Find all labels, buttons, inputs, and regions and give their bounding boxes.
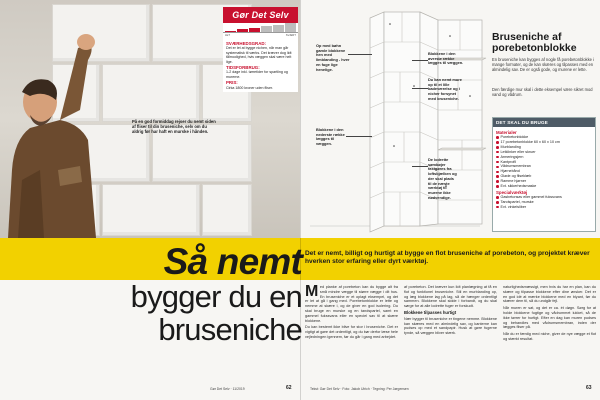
gor-det-selv-box <box>223 7 298 147</box>
rating-bar <box>261 26 272 32</box>
difficulty-rating <box>223 23 298 33</box>
right-page-title: Bruseniche af porebetonblokke <box>492 31 577 54</box>
dropcap: M <box>305 285 319 300</box>
callout-3: Blokkene i den øverste række lægges til væggen. <box>428 51 464 66</box>
page-gutter <box>300 0 301 400</box>
title-line-3: bruseniche <box>158 312 302 347</box>
col1b-text: Du kan bestemt ikke blive for stor i bruseniche. Det er vigtigt at gøre det ordentligt, og du bør derfor læse hele vejledningen igennem, før du går i gang med arbejdet. <box>305 325 398 339</box>
col1-text: ed planke af porebeton kan du bygge alt fra små mindre vægge til større vægge i dit hus. En bruseniche er et oplagt eksempel, og det er let at gå i gang med. Porebetonblokke er lette og nemme at skære i, og de giver en god isolering. Du skal bruge en murske og en tandspartel, samt en gammel fukssvans eller en speciel sav til at skære blokkene. <box>305 285 398 323</box>
footer-right: Tekst: Gør Det Selv · Foto: Jakob Ulrich · Tegning: Per Jørgensen <box>310 387 409 391</box>
body-column-1 <box>305 285 398 382</box>
material-item: Armeringsjern <box>496 155 592 160</box>
supply-box <box>492 117 596 232</box>
body-column-3 <box>503 285 596 382</box>
tool-item: Gasbetonsav eller gammel fukssvans <box>496 195 592 200</box>
material-item: Evt. sikkerhedsmaske <box>496 184 592 189</box>
col2b-text: Nær bygger til bruseniche er tingene nemme. Blokkene kan skæres med en almindelig sav, og kanterne kan pudses op med et sandpapir. Husk at gøre fugerne tynde, så væggen bliver stærk. <box>404 316 497 336</box>
materials-label: Materialer <box>496 130 517 135</box>
folio-right: 63 <box>586 385 592 391</box>
footer-left: Gør Det Selv · 11/2019 <box>210 387 245 391</box>
callout-line-3 <box>412 60 428 61</box>
callout-line-2 <box>346 136 372 137</box>
title-line-2: bygger du en <box>130 279 302 314</box>
col3b-text: Når muren er sat, og det er ca. ét døgn. Sørg for at holde blokkene fugtige og vådrummet lukket, så de ikke tørrer for hurtigt. Efter en dag kan muren pudses og behandles med vådrumsmembran, inden der lægges fliser på. <box>503 306 596 330</box>
body-column-2 <box>404 285 497 382</box>
material-item: Vådrumsmembran <box>496 164 592 169</box>
scale-left: LET <box>225 33 231 37</box>
rating-bar <box>225 31 236 33</box>
col3c-text: Når du er færdig med niche, giver de nye vægge et flot og stærkt resultat. <box>503 332 596 341</box>
callout-4: Du kan nemt mure op til et lille badeværelse og i nicher forsynet med bruseniche. <box>428 77 462 101</box>
gds-title: Gør Det Selv <box>223 7 298 23</box>
photo-caption: På en god formiddag rejser du nemt siden af fliser til din bruseniche, selv om du aldrig før har haft en murske i hånden. <box>132 119 216 135</box>
tool-item: Tandspartel, murske <box>496 200 592 205</box>
supply-title: DET SKAL DU BRUGE <box>493 118 595 127</box>
right-page-note: Den færdige mur skal i dette eksempel være sikret mod vand og vådrum. <box>492 87 593 97</box>
difficulty-label: SVÆRHEDSGRAD: <box>226 41 267 46</box>
supply-body <box>493 127 595 212</box>
tools-list <box>496 195 592 210</box>
material-item: 17 porebetonblokke 60 x 60 x 10 cm <box>496 140 592 145</box>
folio-left: 62 <box>286 385 292 391</box>
article-intro: Det er nemt, billigt og hurtigt at bygge en flot bruseniche af porebeton, og projektet kræver hverken stor erfaring eller dyrt værktøj. <box>305 250 590 266</box>
title-line-1: Så nemt <box>163 241 302 282</box>
price-text: Cirka 1800 kroner uden fliser. <box>226 85 273 90</box>
material-item: Kantprofil <box>496 160 592 165</box>
difficulty-text: Det er let at bygge nichen, når man går systematisk til værks. Det kræver dog lidt tålmodighed, hvis væggen skal være helt lige. <box>226 46 292 64</box>
rating-bar <box>249 28 260 33</box>
price-label: PRIS: <box>226 80 238 86</box>
worker-illustration <box>0 20 120 238</box>
tool-item: Evt. vinkelsliber <box>496 205 592 210</box>
gds-body <box>223 38 298 92</box>
callout-5: De lodrette sømbøjer fastgøres fra loftsbjælken og der skal plads til de næste værktøj til murene ikke nødvendige. <box>428 157 457 200</box>
callout-line-1 <box>348 54 372 55</box>
time-text: 1-2 dage inkl. tørretider for spartling og murerne. <box>226 70 288 79</box>
scale-right: SVÆRT <box>285 33 296 37</box>
col2-text: af porebeton. Det kræver kun lidt planlægning at få en flot og funktionel bruseniche. Stil en murblanding op, og læg blokkene lag på lag, så de hænger ordentligt sammen. Blokkene skal sidde i forbandt, og du skal sørge for at alle lodrette fuger er forskudt. <box>404 285 497 309</box>
time-label: TIDSFORBRUG: <box>226 65 260 71</box>
callout-line-5 <box>412 166 428 167</box>
right-page-intro: En bruseniche kan bygges af nogle få porebetonblokke i mange formater, og de kan skæres og tilpasses med en almindelig sav. De er også gode, og murene er lette. <box>492 57 594 72</box>
col2-heading: Blokkene tilpasses hurtigt <box>404 309 457 315</box>
material-item: Porebetonblokke <box>496 135 592 140</box>
material-item: Ramme hjørner <box>496 179 592 184</box>
material-item: Hjørnebånd <box>496 169 592 174</box>
callout-1: Op med bøhn gamle blokkene hen med limblanding - hver en fuge lige henelige. <box>316 43 350 72</box>
rating-bar <box>273 25 284 33</box>
materials-list <box>496 135 592 189</box>
callout-line-4 <box>412 88 428 89</box>
material-item: Letklinker eller skruer <box>496 150 592 155</box>
rating-bar <box>237 29 248 32</box>
material-item: Murblanding <box>496 145 592 150</box>
material-item: Gløde og fliseklæb <box>496 174 592 179</box>
rating-bar <box>285 23 296 32</box>
tools-label: Specialværktøj <box>496 189 528 195</box>
main-title <box>92 241 302 347</box>
callout-2: Blokkene i den nederste række lægges til væggen. <box>316 127 345 147</box>
col3-text: naturlighedsmæssigt, men hvis du har en plan, kan du skære og tilpasse blokkene efter dine ønsker. Det er en god idé at mærke blokkene med en blyant, før du skærer dem til, så du undgår fejl. <box>503 285 596 304</box>
